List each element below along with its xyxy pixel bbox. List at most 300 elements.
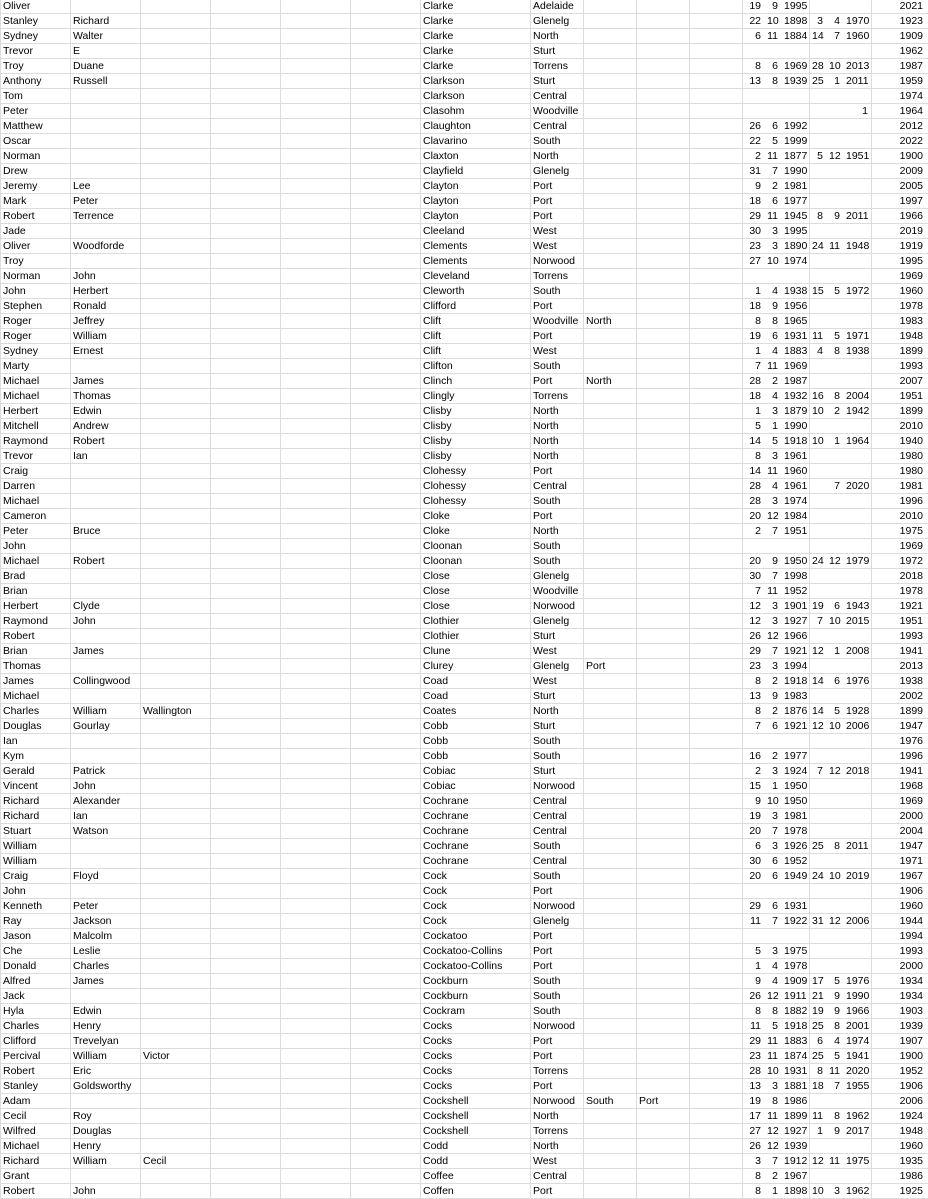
birth-month-cell[interactable]: 5	[772, 435, 778, 447]
debut-year-cell[interactable]: 1976	[899, 735, 923, 747]
third-name-cell[interactable]	[143, 1004, 207, 1018]
second-name-cell[interactable]: Malcolm	[73, 930, 113, 942]
third-name-cell[interactable]	[143, 1019, 207, 1033]
club2-cell[interactable]	[586, 539, 633, 553]
birth-year-cell[interactable]: 1974	[784, 255, 808, 267]
club3-cell[interactable]	[639, 719, 686, 733]
birth-year-cell[interactable]	[784, 929, 806, 943]
second-name-cell[interactable]: Trevelyan	[73, 1035, 119, 1047]
first-name-cell[interactable]: Charles	[3, 705, 40, 717]
third-name-cell[interactable]	[143, 449, 207, 463]
birth-year-cell[interactable]: 1984	[784, 510, 808, 522]
birth-year-cell[interactable]: 1909	[784, 975, 808, 987]
club-cell[interactable]: South	[533, 1005, 561, 1017]
club2-cell[interactable]	[586, 809, 633, 823]
surname-cell[interactable]: Cockram	[423, 1005, 466, 1017]
death-day-cell[interactable]: 5	[817, 150, 823, 162]
death-month-cell[interactable]	[829, 419, 840, 433]
second-name-cell[interactable]: Edwin	[73, 1005, 102, 1017]
club-cell[interactable]: Glenelg	[533, 570, 570, 582]
first-name-cell[interactable]: Richard	[3, 810, 40, 822]
birth-month-cell[interactable]: 4	[772, 960, 778, 972]
surname-cell[interactable]: Cock	[423, 870, 447, 882]
birth-day-cell[interactable]: 3	[755, 1155, 761, 1167]
death-year-cell[interactable]: 1942	[846, 405, 870, 417]
second-name-cell[interactable]: Herbert	[73, 285, 109, 297]
second-name-cell[interactable]	[73, 224, 137, 238]
first-name-cell[interactable]: Anthony	[3, 75, 42, 87]
debut-year-cell[interactable]: 1995	[899, 255, 923, 267]
surname-cell[interactable]: Cockatoo-Collins	[423, 945, 503, 957]
surname-cell[interactable]: Clarkson	[423, 90, 465, 102]
birth-year-cell[interactable]	[784, 104, 806, 118]
club3-cell[interactable]	[639, 584, 686, 598]
club-cell[interactable]: Port	[533, 180, 553, 192]
first-name-cell[interactable]: Troy	[3, 255, 24, 267]
death-month-cell[interactable]: 8	[834, 390, 840, 402]
second-name-cell[interactable]: William	[73, 705, 107, 717]
birth-month-cell[interactable]: 3	[772, 840, 778, 852]
death-day-cell[interactable]: 24	[812, 870, 824, 882]
birth-month-cell[interactable]	[767, 89, 778, 103]
surname-cell[interactable]: Cleveland	[423, 270, 470, 282]
death-day-cell[interactable]	[812, 494, 823, 508]
club-cell[interactable]: Port	[533, 210, 553, 222]
death-day-cell[interactable]	[812, 359, 823, 373]
death-month-cell[interactable]: 1	[834, 645, 840, 657]
club2-cell[interactable]	[586, 569, 633, 583]
first-name-cell[interactable]: Raymond	[3, 615, 48, 627]
birth-month-cell[interactable]: 2	[772, 750, 778, 762]
first-name-cell[interactable]: Robert	[3, 1185, 35, 1197]
first-name-cell[interactable]: Sydney	[3, 30, 39, 42]
death-day-cell[interactable]	[812, 0, 823, 13]
death-month-cell[interactable]	[829, 0, 840, 13]
death-day-cell[interactable]	[812, 824, 823, 838]
death-month-cell[interactable]	[829, 809, 840, 823]
second-name-cell[interactable]	[73, 164, 137, 178]
debut-year-cell[interactable]: 1940	[899, 435, 923, 447]
death-day-cell[interactable]: 7	[817, 615, 823, 627]
death-day-cell[interactable]	[812, 449, 823, 463]
club2-cell[interactable]	[586, 29, 633, 43]
birth-year-cell[interactable]: 1969	[784, 60, 808, 72]
death-day-cell[interactable]	[812, 929, 823, 943]
first-name-cell[interactable]: Ray	[3, 915, 22, 927]
third-name-cell[interactable]	[143, 524, 207, 538]
debut-year-cell[interactable]: 1935	[899, 1155, 923, 1167]
first-name-cell[interactable]: Michael	[3, 1140, 40, 1152]
surname-cell[interactable]: Cochrane	[423, 795, 469, 807]
death-month-cell[interactable]	[829, 314, 840, 328]
death-day-cell[interactable]	[812, 134, 823, 148]
third-name-cell[interactable]: Victor	[143, 1050, 170, 1062]
club3-cell[interactable]	[639, 164, 686, 178]
club3-cell[interactable]	[639, 629, 686, 643]
surname-cell[interactable]: Clingly	[423, 390, 455, 402]
club2-cell[interactable]	[586, 284, 633, 298]
debut-year-cell[interactable]: 1969	[899, 540, 923, 552]
debut-year-cell[interactable]: 1924	[899, 1110, 923, 1122]
death-year-cell[interactable]	[846, 629, 868, 643]
club2-cell[interactable]	[586, 899, 633, 913]
death-month-cell[interactable]	[829, 569, 840, 583]
club2-cell[interactable]	[586, 14, 633, 28]
first-name-cell[interactable]: Adam	[3, 1095, 31, 1107]
birth-year-cell[interactable]: 1952	[784, 585, 808, 597]
club2-cell[interactable]	[586, 719, 633, 733]
club3-cell[interactable]	[639, 179, 686, 193]
birth-day-cell[interactable]: 14	[749, 465, 761, 477]
death-month-cell[interactable]	[829, 119, 840, 133]
birth-day-cell[interactable]	[745, 539, 761, 553]
third-name-cell[interactable]: Cecil	[143, 1155, 167, 1167]
first-name-cell[interactable]: Mark	[3, 195, 27, 207]
club2-cell[interactable]	[586, 854, 633, 868]
third-name-cell[interactable]	[143, 509, 207, 523]
third-name-cell[interactable]	[143, 0, 207, 13]
death-month-cell[interactable]: 9	[834, 990, 840, 1002]
first-name-cell[interactable]: Herbert	[3, 405, 39, 417]
first-name-cell[interactable]: Jade	[3, 225, 26, 237]
death-year-cell[interactable]: 1943	[846, 600, 870, 612]
death-month-cell[interactable]	[829, 1094, 840, 1108]
death-day-cell[interactable]	[812, 959, 823, 973]
first-name-cell[interactable]: Alfred	[3, 975, 31, 987]
death-day-cell[interactable]	[812, 899, 823, 913]
death-year-cell[interactable]	[846, 524, 868, 538]
debut-year-cell[interactable]: 1960	[899, 900, 923, 912]
birth-year-cell[interactable]: 1998	[784, 570, 808, 582]
birth-day-cell[interactable]: 8	[755, 1170, 761, 1182]
club3-cell[interactable]	[639, 1169, 686, 1183]
debut-year-cell[interactable]: 1938	[899, 675, 923, 687]
club-cell[interactable]: South	[533, 735, 561, 747]
death-day-cell[interactable]: 19	[812, 1005, 824, 1017]
birth-month-cell[interactable]	[767, 734, 778, 748]
third-name-cell[interactable]	[143, 1139, 207, 1153]
death-year-cell[interactable]: 2011	[846, 75, 869, 87]
club3-cell[interactable]	[639, 959, 686, 973]
debut-year-cell[interactable]: 1948	[899, 1125, 923, 1137]
club2-cell[interactable]	[586, 464, 633, 478]
club-cell[interactable]: Torrens	[533, 1125, 569, 1137]
debut-year-cell[interactable]: 2019	[899, 225, 923, 237]
death-day-cell[interactable]	[812, 479, 823, 493]
birth-day-cell[interactable]: 8	[755, 675, 761, 687]
third-name-cell[interactable]	[143, 959, 207, 973]
surname-cell[interactable]: Clift	[423, 315, 442, 327]
second-name-cell[interactable]	[73, 749, 137, 763]
club2-cell[interactable]	[586, 164, 633, 178]
club3-cell[interactable]	[639, 794, 686, 808]
death-year-cell[interactable]	[846, 359, 868, 373]
first-name-cell[interactable]: Brian	[3, 585, 28, 597]
first-name-cell[interactable]: Stephen	[3, 300, 43, 312]
birth-year-cell[interactable]: 1965	[784, 315, 808, 327]
birth-day-cell[interactable]: 20	[749, 825, 761, 837]
birth-year-cell[interactable]: 1978	[784, 825, 808, 837]
death-year-cell[interactable]: 1951	[846, 150, 870, 162]
debut-year-cell[interactable]: 1975	[899, 525, 923, 537]
first-name-cell[interactable]: John	[3, 285, 26, 297]
birth-day-cell[interactable]: 28	[749, 480, 761, 492]
club2-cell[interactable]	[586, 794, 633, 808]
club2-cell[interactable]	[586, 1034, 633, 1048]
second-name-cell[interactable]	[73, 509, 137, 523]
first-name-cell[interactable]: Michael	[3, 375, 40, 387]
first-name-cell[interactable]: Richard	[3, 1155, 40, 1167]
birth-year-cell[interactable]: 1918	[784, 435, 808, 447]
surname-cell[interactable]: Cloonan	[423, 555, 463, 567]
death-day-cell[interactable]: 10	[812, 1185, 824, 1197]
birth-month-cell[interactable]: 9	[772, 0, 778, 12]
birth-month-cell[interactable]: 7	[772, 915, 778, 927]
first-name-cell[interactable]: Trevor	[3, 45, 33, 57]
death-month-cell[interactable]	[829, 224, 840, 238]
birth-day-cell[interactable]: 29	[749, 1035, 761, 1047]
death-year-cell[interactable]: 1971	[846, 330, 870, 342]
first-name-cell[interactable]: Gerald	[3, 765, 35, 777]
surname-cell[interactable]: Cocks	[423, 1080, 453, 1092]
surname-cell[interactable]: Cloke	[423, 510, 450, 522]
second-name-cell[interactable]: Walter	[73, 30, 103, 42]
third-name-cell[interactable]	[143, 29, 207, 43]
second-name-cell[interactable]: Douglas	[73, 1125, 112, 1137]
death-day-cell[interactable]: 11	[812, 330, 823, 342]
second-name-cell[interactable]: Floyd	[73, 870, 99, 882]
surname-cell[interactable]: Cockshell	[423, 1110, 469, 1122]
death-year-cell[interactable]: 1	[862, 105, 868, 117]
third-name-cell[interactable]	[143, 719, 207, 733]
club-cell[interactable]: West	[533, 645, 557, 657]
death-month-cell[interactable]	[829, 464, 840, 478]
surname-cell[interactable]: Clothier	[423, 615, 460, 627]
surname-cell[interactable]: Cock	[423, 915, 447, 927]
club2-cell[interactable]	[586, 344, 633, 358]
first-name-cell[interactable]: Brad	[3, 570, 26, 582]
first-name-cell[interactable]: Trevor	[3, 450, 33, 462]
death-year-cell[interactable]: 1960	[846, 30, 870, 42]
second-name-cell[interactable]: Ian	[73, 810, 88, 822]
second-name-cell[interactable]: Peter	[73, 195, 99, 207]
second-name-cell[interactable]	[73, 884, 137, 898]
second-name-cell[interactable]	[73, 149, 137, 163]
surname-cell[interactable]: Clarke	[423, 30, 454, 42]
club-cell[interactable]: Torrens	[533, 1065, 569, 1077]
death-day-cell[interactable]	[812, 854, 823, 868]
first-name-cell[interactable]: Robert	[3, 1065, 35, 1077]
second-name-cell[interactable]: Goldsworthy	[73, 1080, 132, 1092]
death-day-cell[interactable]: 7	[817, 765, 823, 777]
birth-month-cell[interactable]: 3	[772, 615, 778, 627]
death-year-cell[interactable]: 2001	[846, 1020, 870, 1032]
death-day-cell[interactable]	[812, 1094, 823, 1108]
surname-cell[interactable]: Clothier	[423, 630, 460, 642]
birth-day-cell[interactable]: 30	[749, 855, 761, 867]
surname-cell[interactable]: Close	[423, 585, 450, 597]
third-name-cell[interactable]	[143, 1184, 207, 1198]
birth-month-cell[interactable]: 10	[767, 1065, 779, 1077]
club-cell[interactable]: Central	[533, 120, 567, 132]
death-month-cell[interactable]: 9	[834, 1005, 840, 1017]
death-year-cell[interactable]	[846, 179, 868, 193]
third-name-cell[interactable]	[143, 164, 207, 178]
second-name-cell[interactable]: Patrick	[73, 765, 106, 777]
death-month-cell[interactable]	[829, 194, 840, 208]
club-cell[interactable]: Central	[533, 480, 567, 492]
surname-cell[interactable]: Clisby	[423, 405, 452, 417]
death-day-cell[interactable]	[812, 1169, 823, 1183]
first-name-cell[interactable]: Craig	[3, 870, 29, 882]
birth-day-cell[interactable]: 6	[755, 30, 761, 42]
birth-year-cell[interactable]: 1898	[784, 15, 808, 27]
club2-cell[interactable]	[586, 209, 633, 223]
debut-year-cell[interactable]: 1986	[899, 1170, 923, 1182]
birth-month-cell[interactable]: 7	[772, 525, 778, 537]
death-year-cell[interactable]	[846, 164, 868, 178]
debut-year-cell[interactable]: 2005	[899, 180, 923, 192]
club-cell[interactable]: South	[533, 840, 561, 852]
death-day-cell[interactable]	[812, 629, 823, 643]
birth-day-cell[interactable]: 9	[755, 975, 761, 987]
surname-cell[interactable]: Cock	[423, 885, 447, 897]
third-name-cell[interactable]	[143, 674, 207, 688]
second-name-cell[interactable]: Leslie	[73, 945, 101, 957]
first-name-cell[interactable]: Drew	[3, 165, 28, 177]
death-day-cell[interactable]: 14	[812, 675, 824, 687]
birth-year-cell[interactable]: 1986	[784, 1095, 808, 1107]
death-month-cell[interactable]	[829, 179, 840, 193]
first-name-cell[interactable]: Robert	[3, 210, 35, 222]
club2-cell[interactable]	[586, 914, 633, 928]
birth-year-cell[interactable]: 1912	[784, 1155, 808, 1167]
death-day-cell[interactable]	[812, 944, 823, 958]
third-name-cell[interactable]	[143, 374, 207, 388]
surname-cell[interactable]: Coad	[423, 690, 449, 702]
club3-cell[interactable]	[639, 1139, 686, 1153]
club-cell[interactable]: Port	[533, 1035, 553, 1047]
death-day-cell[interactable]	[812, 374, 823, 388]
death-year-cell[interactable]: 1970	[846, 15, 870, 27]
club-cell[interactable]: Woodville	[533, 585, 579, 597]
surname-cell[interactable]: Clift	[423, 345, 442, 357]
death-month-cell[interactable]: 12	[829, 555, 841, 567]
first-name-cell[interactable]: Kym	[3, 750, 24, 762]
death-day-cell[interactable]	[812, 779, 823, 793]
second-name-cell[interactable]	[73, 1094, 137, 1108]
death-day-cell[interactable]: 25	[812, 840, 824, 852]
birth-day-cell[interactable]: 5	[755, 945, 761, 957]
club3-cell[interactable]	[639, 884, 686, 898]
club3-cell[interactable]	[639, 764, 686, 778]
club2-cell[interactable]	[586, 1124, 633, 1138]
first-name-cell[interactable]: Donald	[3, 960, 37, 972]
debut-year-cell[interactable]: 1966	[899, 210, 923, 222]
birth-year-cell[interactable]: 1952	[784, 855, 808, 867]
club-cell[interactable]: Port	[533, 465, 553, 477]
third-name-cell[interactable]	[143, 644, 207, 658]
debut-year-cell[interactable]: 1972	[899, 555, 923, 567]
second-name-cell[interactable]	[73, 479, 137, 493]
birth-month-cell[interactable]: 3	[772, 225, 778, 237]
surname-cell[interactable]: Clayfield	[423, 165, 464, 177]
death-year-cell[interactable]	[846, 89, 868, 103]
second-name-cell[interactable]: John	[73, 1185, 96, 1197]
club2-cell[interactable]	[586, 104, 633, 118]
club3-cell[interactable]	[639, 944, 686, 958]
birth-year-cell[interactable]: 1951	[784, 525, 808, 537]
third-name-cell[interactable]	[143, 1094, 207, 1108]
death-day-cell[interactable]: 18	[812, 1080, 824, 1092]
third-name-cell[interactable]	[143, 74, 207, 88]
club-cell[interactable]: Port	[533, 945, 553, 957]
death-year-cell[interactable]	[846, 1094, 868, 1108]
death-year-cell[interactable]	[846, 1139, 868, 1153]
death-month-cell[interactable]: 9	[834, 1125, 840, 1137]
surname-cell[interactable]: Claxton	[423, 150, 459, 162]
surname-cell[interactable]: Cock	[423, 900, 447, 912]
death-year-cell[interactable]: 1966	[846, 1005, 870, 1017]
birth-day-cell[interactable]: 26	[749, 990, 761, 1002]
club-cell[interactable]: Port	[533, 1185, 553, 1197]
second-name-cell[interactable]: Andrew	[73, 420, 109, 432]
death-month-cell[interactable]	[829, 794, 840, 808]
club-cell[interactable]: Sturt	[533, 45, 556, 57]
club3-cell[interactable]	[639, 374, 686, 388]
surname-cell[interactable]: Clohessy	[423, 495, 467, 507]
birth-month-cell[interactable]: 9	[772, 300, 778, 312]
death-day-cell[interactable]	[812, 224, 823, 238]
club3-cell[interactable]	[639, 494, 686, 508]
birth-year-cell[interactable]: 1899	[784, 1110, 808, 1122]
death-year-cell[interactable]	[846, 134, 868, 148]
death-year-cell[interactable]: 2017	[846, 1125, 870, 1137]
club2-cell[interactable]: Port	[586, 660, 606, 672]
club-cell[interactable]: Port	[533, 960, 553, 972]
third-name-cell[interactable]	[143, 554, 207, 568]
third-name-cell[interactable]	[143, 599, 207, 613]
club3-cell[interactable]	[639, 914, 686, 928]
death-month-cell[interactable]: 1	[834, 75, 840, 87]
debut-year-cell[interactable]: 1948	[899, 330, 923, 342]
death-year-cell[interactable]: 1962	[846, 1185, 870, 1197]
death-year-cell[interactable]	[846, 749, 868, 763]
first-name-cell[interactable]: Tom	[3, 90, 23, 102]
second-name-cell[interactable]: Charles	[73, 960, 110, 972]
birth-month-cell[interactable]: 3	[772, 765, 778, 777]
second-name-cell[interactable]: James	[73, 375, 104, 387]
second-name-cell[interactable]: E	[73, 45, 81, 57]
third-name-cell[interactable]	[143, 989, 207, 1003]
club-cell[interactable]: North	[533, 1140, 559, 1152]
death-day-cell[interactable]: 1	[817, 1125, 823, 1137]
club-cell[interactable]: Central	[533, 810, 567, 822]
debut-year-cell[interactable]: 1996	[899, 750, 923, 762]
birth-day-cell[interactable]: 9	[755, 180, 761, 192]
death-month-cell[interactable]	[829, 944, 840, 958]
birth-month-cell[interactable]: 10	[767, 255, 779, 267]
debut-year-cell[interactable]: 1923	[899, 15, 923, 27]
third-name-cell[interactable]	[143, 194, 207, 208]
second-name-cell[interactable]: Robert	[73, 555, 105, 567]
second-name-cell[interactable]: Duane	[73, 60, 104, 72]
birth-year-cell[interactable]: 1879	[784, 405, 808, 417]
birth-year-cell[interactable]: 1956	[784, 300, 808, 312]
birth-day-cell[interactable]: 22	[749, 135, 761, 147]
birth-day-cell[interactable]: 1	[755, 345, 761, 357]
third-name-cell[interactable]	[143, 404, 207, 418]
